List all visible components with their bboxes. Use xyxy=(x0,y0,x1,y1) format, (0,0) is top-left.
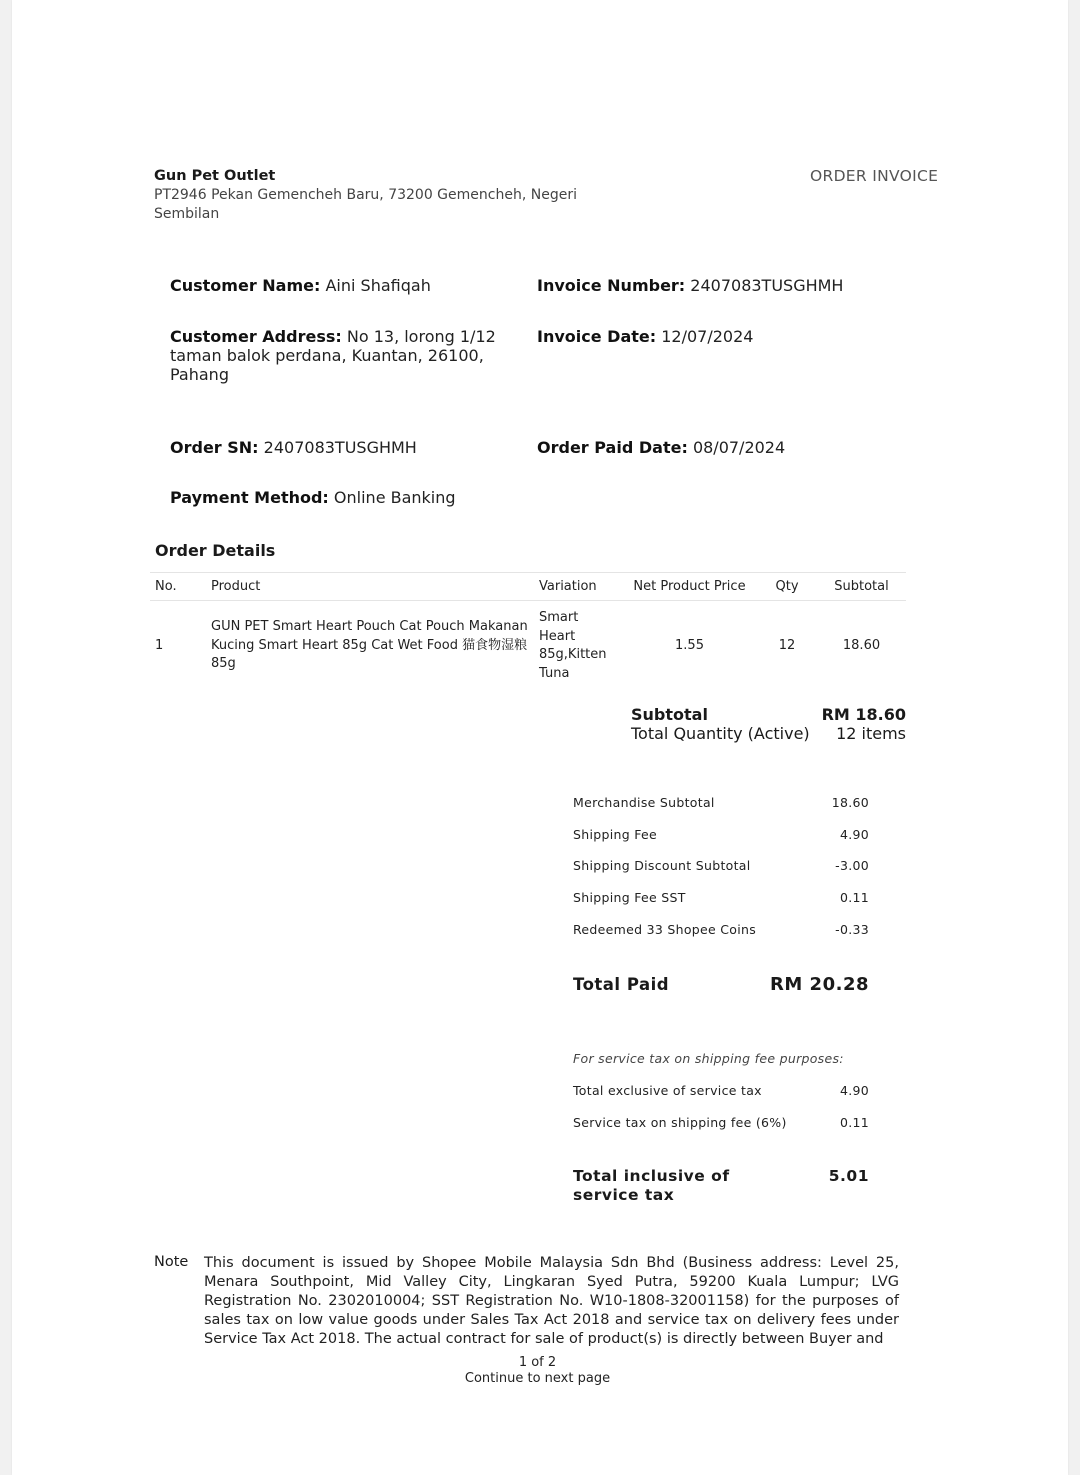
col-header-qty: Qty xyxy=(757,573,817,601)
breakdown-label: Shipping Fee SST xyxy=(573,890,686,905)
order-items-table xyxy=(150,572,906,691)
item-subtotal: 18.60 xyxy=(842,637,881,653)
item-no: 1 xyxy=(155,637,164,653)
continue-next-page: Continue to next page xyxy=(464,1371,611,1386)
subtotal-label: Subtotal xyxy=(631,705,708,724)
customer-address-field xyxy=(170,327,500,384)
breakdown-value: -3.00 xyxy=(835,858,869,873)
breakdown-label: Redeemed 33 Shopee Coins xyxy=(573,922,757,937)
service-tax-label: Service tax on shipping fee (6%) xyxy=(573,1115,787,1130)
breakdown-value: -0.33 xyxy=(835,922,869,937)
customer-address-value: No 13, lorong 1/12 taman balok perdana, Kuantan, 26100, Pahang xyxy=(170,327,496,384)
col-header-net-price: Net Product Price xyxy=(622,573,757,601)
breakdown-label: Shipping Fee xyxy=(573,827,657,842)
customer-name-label: Customer Name: xyxy=(170,276,321,295)
breakdown-value: 4.90 xyxy=(839,827,869,842)
order-paid-date-value: 08/07/2024 xyxy=(692,438,786,457)
breakdown-label: Merchandise Subtotal xyxy=(573,795,715,810)
order-sn-value: 2407083TUSGHMH xyxy=(263,438,417,457)
order-paid-date-field xyxy=(537,438,917,457)
total-inclusive-value: 5.01 xyxy=(828,1167,869,1185)
col-header-product: Product xyxy=(206,573,534,601)
order-sn-field xyxy=(170,438,510,457)
customer-name-field xyxy=(170,276,510,295)
table-row xyxy=(150,601,906,692)
table-header-row xyxy=(150,573,906,601)
total-quantity-value: 12 items xyxy=(836,724,906,743)
item-product: GUN PET Smart Heart Pouch Cat Pouch Makanan Kucing Smart Heart 85g Cat Wet Food 猫食物湿粮 85g xyxy=(211,619,528,672)
invoice-date-label: Invoice Date: xyxy=(537,327,657,346)
col-header-no: No. xyxy=(150,573,206,601)
col-header-subtotal: Subtotal xyxy=(817,573,906,601)
col-header-variation: Variation xyxy=(534,573,622,601)
note-label: Note xyxy=(154,1254,189,1270)
service-tax-label: Total exclusive of service tax xyxy=(573,1083,762,1098)
page-number: 1 of 2 xyxy=(518,1355,557,1370)
item-net-price: 1.55 xyxy=(675,637,704,653)
customer-address-label: Customer Address: xyxy=(170,327,342,346)
breakdown-label: Shipping Discount Subtotal xyxy=(573,858,751,873)
payment-method-field xyxy=(170,488,570,507)
seller-address: PT2946 Pekan Gemencheh Baru, 73200 Gemencheh, Negeri Sembilan xyxy=(154,187,577,222)
document-title: ORDER INVOICE xyxy=(810,167,939,185)
item-qty: 12 xyxy=(778,637,796,653)
subtotal-value: RM 18.60 xyxy=(821,705,906,724)
payment-method-value: Online Banking xyxy=(333,488,456,507)
service-tax-heading: For service tax on shipping fee purposes: xyxy=(573,1051,844,1066)
order-paid-date-label: Order Paid Date: xyxy=(537,438,688,457)
note-text: This document is issued by Shopee Mobile Malaysia Sdn Bhd (Business address: Level 25, Menara Southpoint, Mid Valley City, Lingkaran Syed Putra, 59200 Kuala Lumpur; LVG Registration No. 2302010004; SST Registration No. W10-1808-32001158) for the purposes of sales tax on low value goods under Sales Tax Act 2018 and service tax on delivery fees under Service Tax Act 2018. The actual contract for sale of product(s) is directly between Buyer and xyxy=(204,1255,899,1347)
service-tax-value: 4.90 xyxy=(839,1083,869,1098)
invoice-number-field xyxy=(537,276,917,295)
customer-name-value: Aini Shafiqah xyxy=(325,276,431,295)
invoice-date-value: 12/07/2024 xyxy=(661,327,754,346)
invoice-number-label: Invoice Number: xyxy=(537,276,686,295)
seller-name: Gun Pet Outlet xyxy=(154,168,276,184)
order-details-title: Order Details xyxy=(155,541,276,560)
total-quantity-label: Total Quantity (Active) xyxy=(631,724,810,743)
total-inclusive-label: Total inclusive of service tax xyxy=(573,1167,730,1204)
invoice-number-value: 2407083TUSGHMH xyxy=(690,276,844,295)
item-variation: Smart Heart 85g,Kitten Tuna xyxy=(539,610,607,681)
payment-method-label: Payment Method: xyxy=(170,488,329,507)
invoice-date-field xyxy=(537,327,917,346)
total-paid-label: Total Paid xyxy=(573,975,670,994)
breakdown-value: 18.60 xyxy=(831,795,869,810)
total-paid-value: RM 20.28 xyxy=(770,974,869,995)
service-tax-value: 0.11 xyxy=(839,1115,869,1130)
breakdown-value: 0.11 xyxy=(839,890,869,905)
order-sn-label: Order SN: xyxy=(170,438,259,457)
